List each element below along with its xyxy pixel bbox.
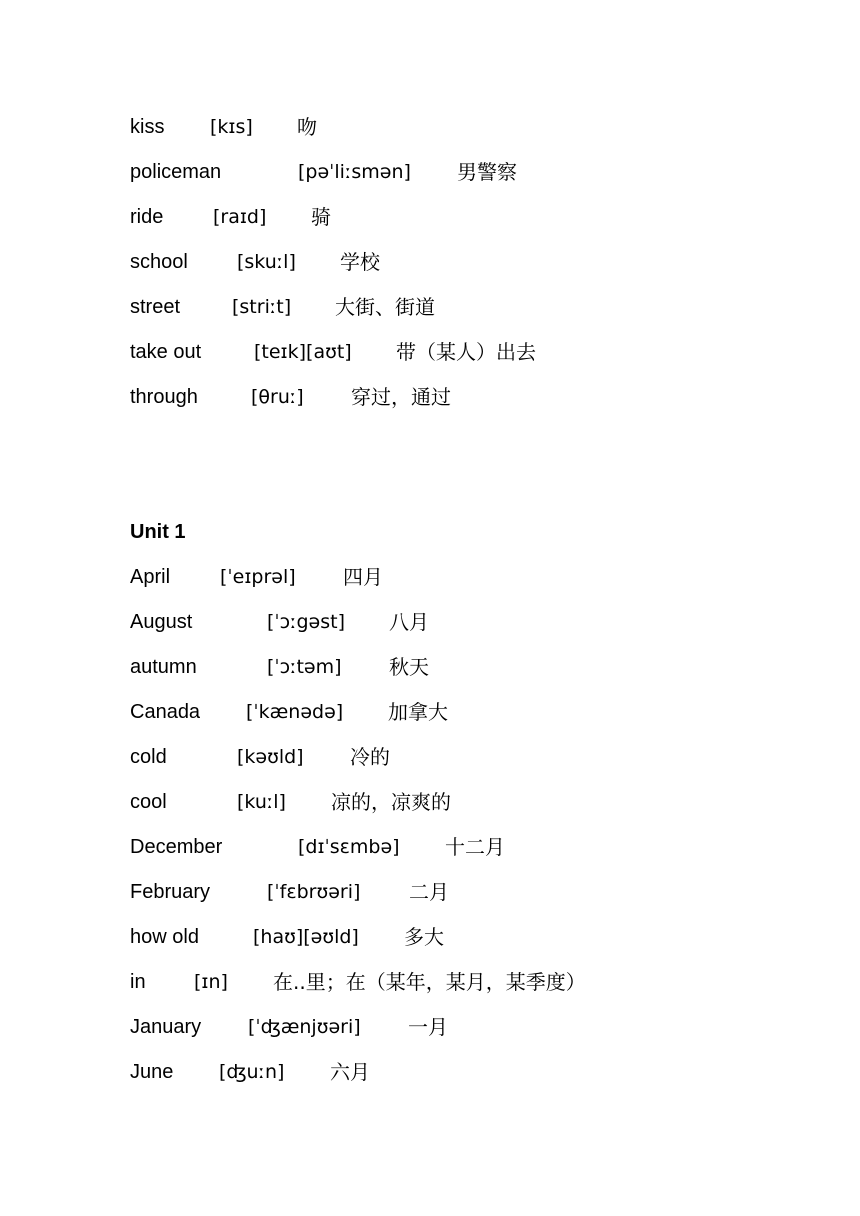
vocab-phonetic: [teɪk][aʊt] [254,341,352,363]
vocab-word: Canada [130,701,201,723]
vocab-phonetic: [striːt] [232,296,292,318]
vocab-phonetic: [dɪˈsɛmbə] [298,836,400,858]
vocab-word: August [130,611,193,633]
vocab-phonetic: [ˈɔːgəst] [267,611,345,633]
vocab-meaning: 二月 [409,880,449,904]
vocab-word: June [130,1061,174,1083]
vocab-phonetic: [ˈkænədə] [246,701,344,723]
vocab-meaning: 在..里；在（某年，某月，某季度） [273,970,586,994]
vocab-phonetic: [haʊ][əʊld] [253,926,359,948]
vocab-meaning: 加拿大 [388,700,448,724]
vocab-word: take out [130,341,202,363]
vocab-phonetic: [kɪs] [210,116,253,138]
vocab-word: ride [130,206,164,228]
vocab-phonetic: [ʤuːn] [219,1061,285,1083]
vocab-phonetic: [ˈɔːtəm] [267,656,342,678]
vocab-word: how old [130,926,199,948]
vocab-word: policeman [130,161,222,183]
vocab-meaning: 凉的，凉爽的 [331,790,451,814]
vocab-word: December [130,836,223,858]
vocab-phonetic: [kəʊld] [237,746,304,768]
vocab-word: in [130,971,146,993]
vocab-phonetic: [θruː] [251,386,304,408]
vocab-meaning: 带（某人）出去 [396,340,536,364]
vocab-word: cold [130,746,167,768]
vocab-meaning: 穿过，通过 [351,385,451,409]
vocab-word: autumn [130,656,197,678]
vocab-word: school [130,251,188,273]
vocab-meaning: 六月 [330,1060,370,1084]
section-heading: Unit 1 [130,521,186,543]
vocab-phonetic: [ɪn] [194,971,228,993]
vocab-meaning: 一月 [408,1015,448,1039]
vocab-meaning: 四月 [343,565,383,589]
vocab-phonetic: [raɪd] [213,206,267,228]
vocab-meaning: 十二月 [445,835,505,859]
vocab-meaning: 秋天 [389,655,429,679]
vocab-word: April [130,566,171,588]
vocab-phonetic: [skuːl] [237,251,296,273]
vocab-meaning: 大街、街道 [335,295,435,319]
vocab-word: kiss [130,116,165,138]
vocab-word: January [130,1016,202,1038]
vocab-phonetic: [ˈeɪprəl] [220,566,296,588]
vocab-meaning: 多大 [404,925,444,949]
vocab-word: cool [130,791,167,813]
vocab-meaning: 学校 [340,250,380,274]
vocab-meaning: 冷的 [350,745,390,769]
vocab-phonetic: [kuːl] [237,791,286,813]
vocab-meaning: 八月 [389,610,429,634]
vocab-phonetic: [ˈfɛbrʊəri] [267,881,361,903]
vocab-meaning: 吻 [297,115,317,139]
vocab-meaning: 男警察 [457,160,517,184]
vocab-word: street [130,296,181,318]
vocab-phonetic: [pəˈliːsmən] [298,161,411,183]
vocab-meaning: 骑 [311,205,331,229]
vocab-word: through [130,386,198,408]
vocab-phonetic: [ˈʤænjʊəri] [248,1016,361,1038]
vocab-word: February [130,881,211,903]
